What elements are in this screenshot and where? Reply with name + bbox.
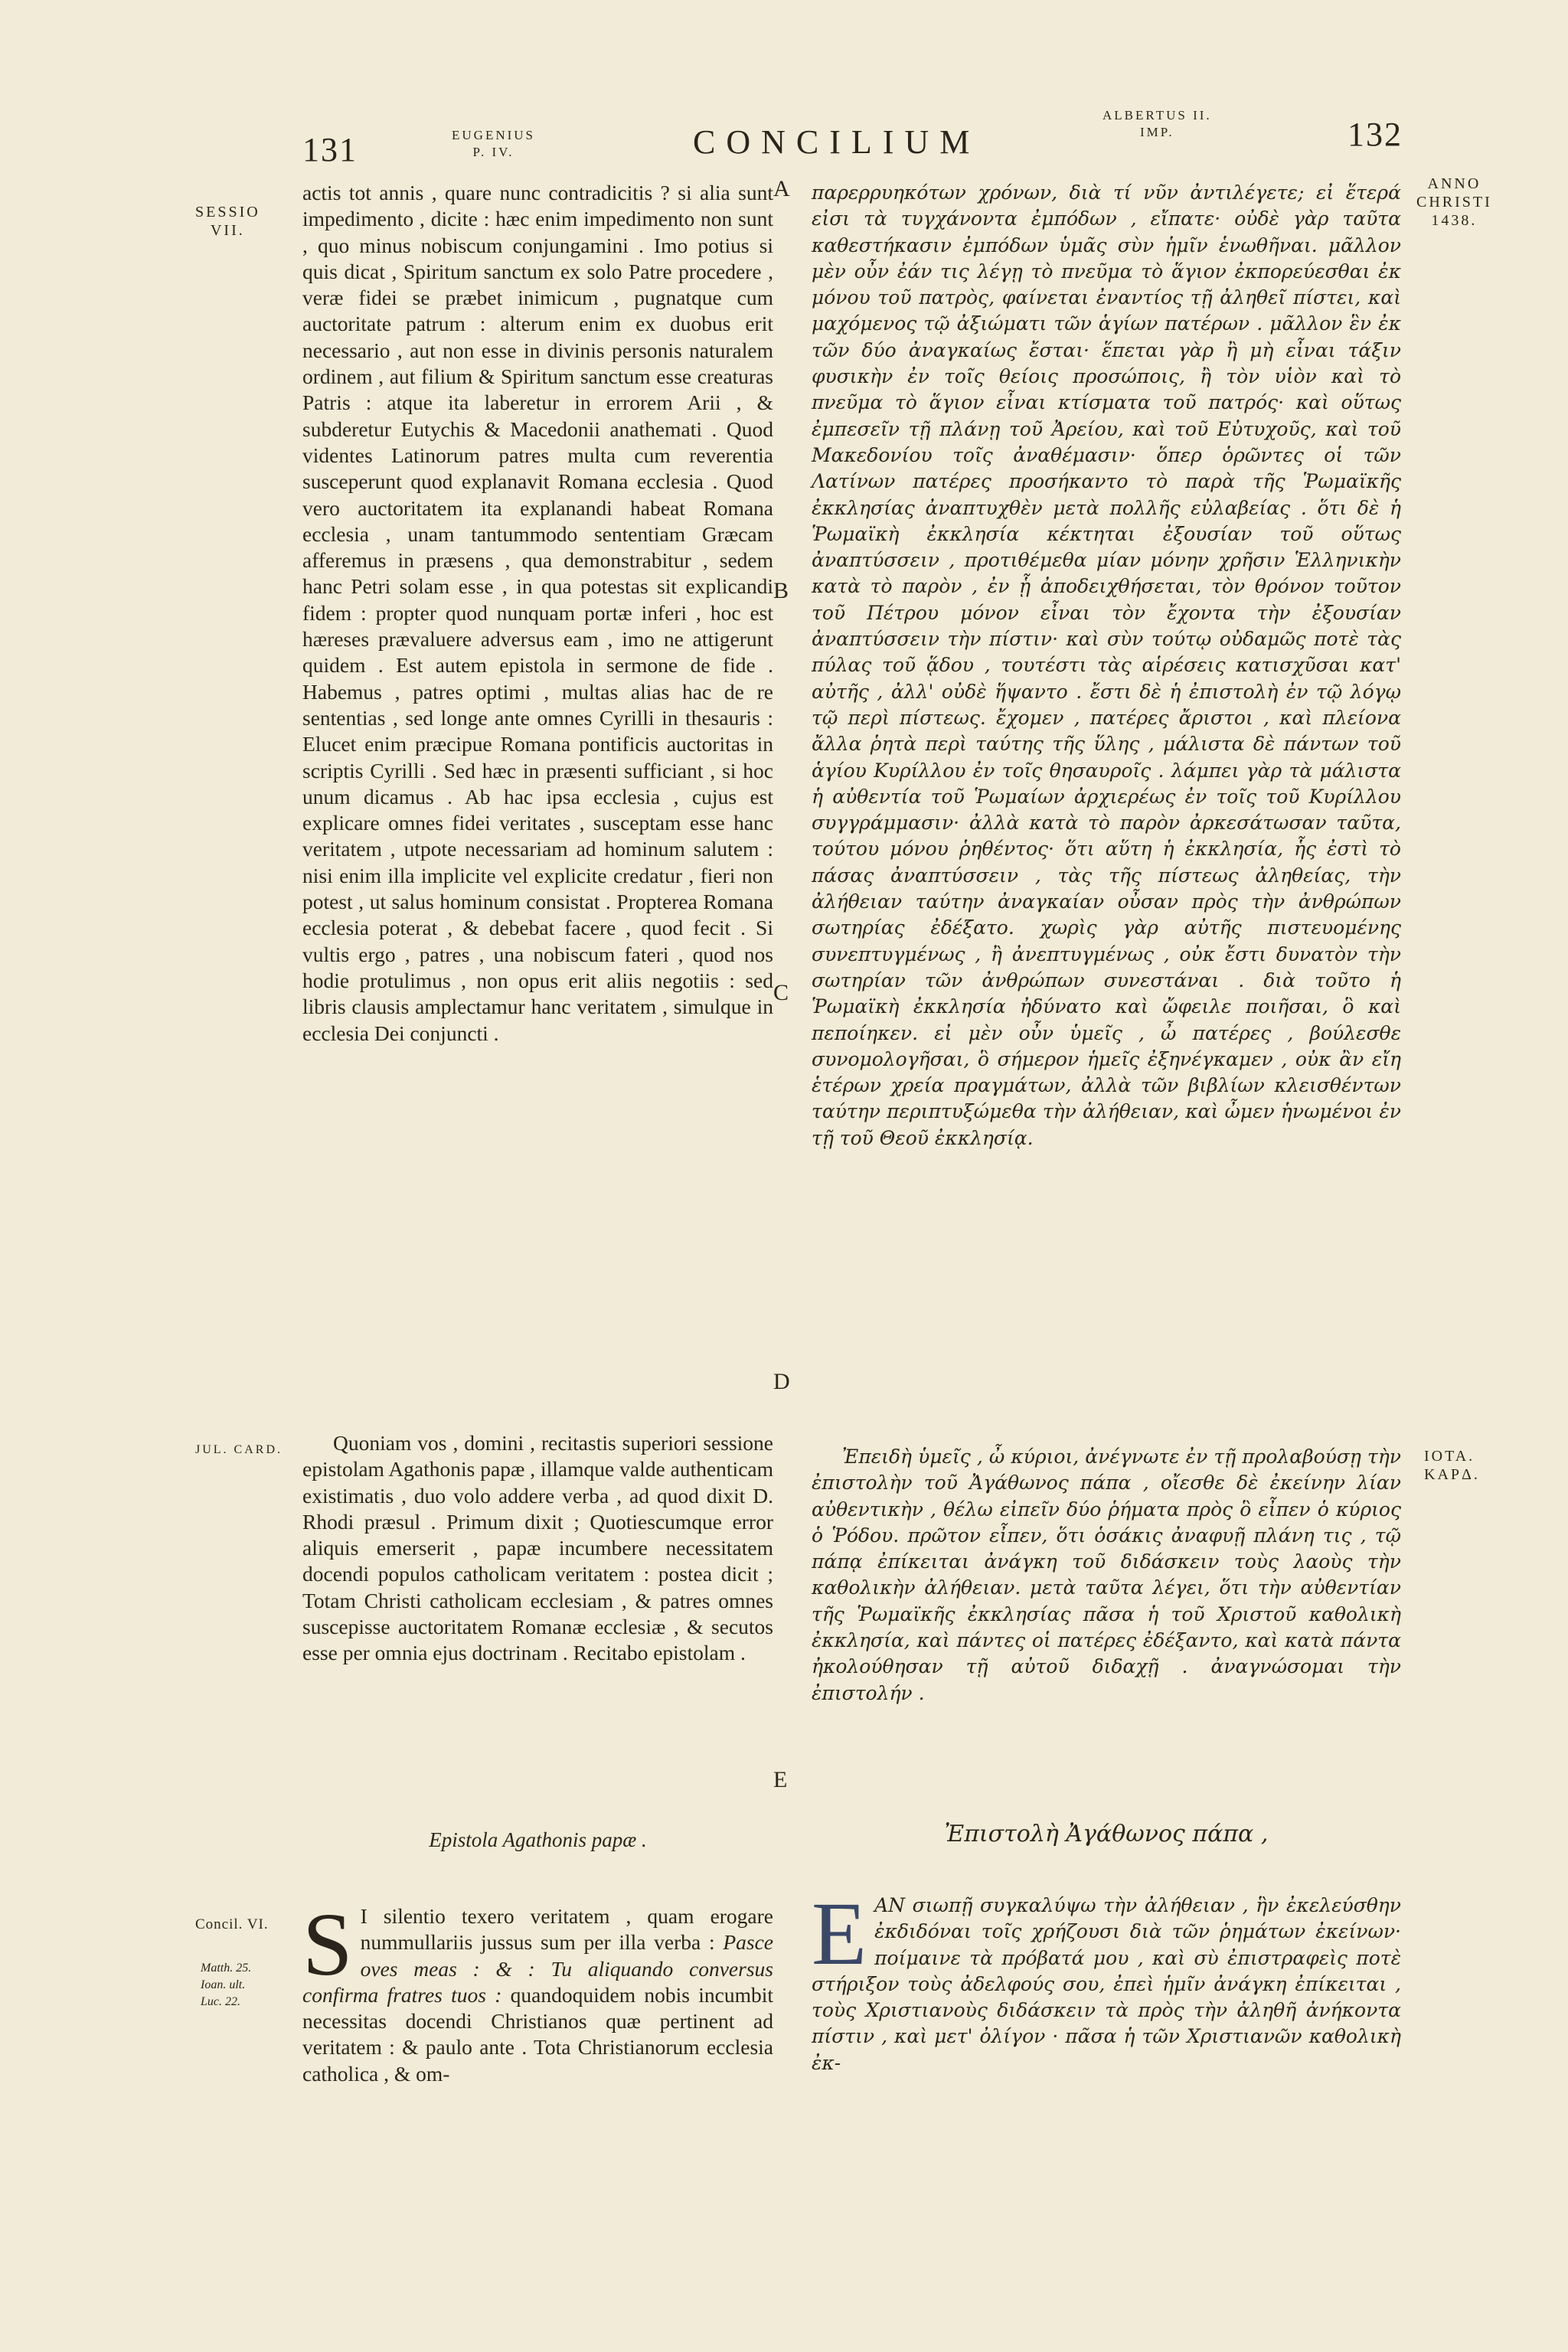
page-title: CONCILIUM — [693, 123, 981, 161]
scripture-refs — [201, 1960, 251, 2011]
year-note-line: 1438. — [1431, 212, 1478, 229]
year-note-line: CHRISTI — [1416, 194, 1492, 211]
greek-column — [812, 180, 1401, 1152]
latin-drop-cap: S — [302, 1894, 353, 1994]
latin-epistle-heading: Epistola Agathonis papæ . — [429, 1828, 647, 1851]
speaker-note-line: KAPΔ. — [1424, 1466, 1480, 1483]
latin-epistle-line: I silentio texero veritatem , quam erogare nummullariis jussus sum per illa verba : — [360, 1904, 773, 1955]
latin-paragraph: Quoniam vos , domini , recitastis superiori sessione epistolam Agathonis papæ , illamque valde authenticam existimatis , duo volo addere verba , ad quod dixit D. Rhodi præsul . Primum dixit ; Quotiescumque error aliquis emerserit , papæ incumbere necessitatem docendi populos catholicam veritatem : postea dicit ; Totam Christi catholicam ecclesiam , & patres omnes suscepisse auctoritatem Romanæ ecclesiæ , & secutos esse per omnia ejus doctrinam . Recitabo epistolam . — [302, 1431, 773, 1665]
greek-drop-cap: E — [812, 1883, 867, 1984]
greek-epistle-line: ΑΝ σιωπῇ συγκαλύψω τὴν ἀλήθειαν , ἣν ἐκελεύσθην ἐκδιδόναι τοῖς χρήζουσι διὰ τῶν ῥημάτων ἐκείνων· ποίμαινε τὰ πρόβατά μου , καὶ σὺ ἐπιστραφεὶς ποτὲ στήριξον τοὺς ἀδελφούς σου, ἐπεὶ ἡμῖν ἀνάγκη ἐπίκειται , τοὺς Χριστιανοὺς διδάσκειν τὰ πρὸς τὴν ἀληθῆ ἀνήκοντα πίστιν , καὶ μετ' ὀλίγον · πᾶσα ἡ τῶν Χριστιανῶν καθολικὴ ἐκ- — [812, 1894, 1401, 2074]
greek-column-speech — [812, 1444, 1401, 1707]
greek-epistle-heading: Ἐπιστολὴ Ἀγάθωνος πάπα , — [944, 1821, 1269, 1847]
latin-paragraph: actis tot annis , quare nunc contradicitis ? si alia sunt impedimento , dicite : hæc enim impedimento non sunt , quo minus nobiscum conjungamini . Imo potius si quis dicat , Spiritum sanctum ex solo Patre procedere , veræ fidei se præbet inimicum , pugnatque cum auctoritate patrum : alterum enim ex duobus erit necessario , aut non esse in divinis personis naturalem ordinem , aut filium & Spiritum sanctum esse creaturas Patris : atque ita laberetur in errorem Arii , & subderetur Eutychis & Macedonii anathemati . Quod videntes Latinorum patres multa cum reverentia susceperunt quod explanavit Romana ecclesia . Quod vero auctoritatem ita explanandi habeat Romana ecclesia , unam tantummodo sententiam Græcam afferemus in præsens , qua demonstrabitur , sedem hanc Petri solam esse , in qua potestas sit explicandi fidem : propter quod nunquam portæ inferi , hoc est hæreses prævaluere adversus eam , imo ne attigerunt quidem . Est autem epistola in sermone de fide . Habemus , patres optimi , multas alias hac de re sententias , sed longe ante omnes Cyrilli in thesauris : Elucet enim præcipue Romana pontificis auctoritas in scriptis Cyrilli . Sed hæc in præsenti sufficiant , si hoc unum dicamus . Ab hac ipsa ecclesia , cujus est explicare omnes fidei veritates , susceptam esse hanc veritatem , utpote necessariam ad hominum salutem : nisi enim illa implicite vel explicite credatur , fieri non potest , ut salus hominum consistat . Propterea Romana ecclesia poterat , & debebat facere , quod fecit . Si vultis ergo , patres , una nobiscum fateri , quod nos hodie protulimus , non opus erit aliis negotiis : sed libris clausis amplectamur hanc veritatem , simulque in ecclesia Dei conjuncti . — [302, 181, 773, 1045]
latin-column-speech — [302, 1430, 773, 1667]
running-head-line: EUGENIUS — [452, 128, 535, 142]
scripture-ref: Luc. 22. — [201, 1995, 240, 2008]
right-page-number: 132 — [1348, 116, 1403, 153]
section-letter-a: A — [773, 176, 790, 201]
greek-paragraph: παρερρυηκότων χρόνων, διὰ τί νῦν ἀντιλέγετε; εἰ ἕτερά εἰσι τὰ τυγχάνοντα ἐμπόδων , εἴπατε· οὐδὲ γὰρ ταῦτα καθεστήκασιν ἐμπόδων ὑμᾶς σὺν ἡμῖν ἑνωθῆναι. μᾶλλον μὲν οὖν ἐάν τις λέγῃ τὸ πνεῦμα τὸ ἅγιον ἐκπορεύεσθαι ἐκ μόνου τοῦ πατρὸς, φαίνεται ἐναντίος τῇ ἀληθεῖ πίστει, καὶ μαχόμενος τῷ ἀξιώματι τῶν ἁγίων πατέρων . μᾶλλον ἓν ἐκ τῶν δύο ἀναγκαίως ἔσται· ἕπεται γὰρ ἢ μὴ εἶναι τάξιν φυσικὴν ἐν τοῖς θείοις προσώποις, ἢ τὸν υἱὸν καὶ τὸ πνεῦμα τὸ ἅγιον εἶναι κτίσματα τοῦ πατρός· καὶ οὕτως ἐμπεσεῖν τῇ πλάνῃ τοῦ Ἀρείου, καὶ τοῦ Εὐτυχοῦς, καὶ τοῦ Μακεδονίου τοῖς ἀναθέμασιν· ὅπερ ὁρῶντες οἱ τῶν Λατίνων πατέρες προσήκαντο τὸ παρὰ τῆς Ῥωμαϊκῆς ἐκκλησίας ἀναπτυχθὲν μετὰ πολλῆς εὐλαβείας . ὅτι δὲ ἡ Ῥωμαϊκὴ ἐκκλησία κέκτηται ἐξουσίαν τοῦ οὕτως ἀναπτύσσειν , προτιθέμεθα μίαν μόνην χρῆσιν Ἑλληνικὴν κατὰ τὸ παρὸν , ἐν ᾗ ἀποδειχθήσεται, τὸν θρόνον τοῦτον τοῦ Πέτρου μόνον εἶναι τὸν ἔχοντα τὴν ἐξουσίαν ἀναπτύσσειν τὴν πίστιν· καὶ σὺν τούτῳ οὐδαμῶς ποτὲ τὰς πύλας τοῦ ᾅδου , τουτέστι τὰς αἱρέσεις κατισχῦσαι κατ' αὐτῆς , ἀλλ' οὐδὲ ἥψαντο . ἔστι δὲ ἡ ἐπιστολὴ ἐν τῷ λόγῳ τῷ περὶ πίστεως. ἔχομεν , πατέρες ἄριστοι , καὶ πλείονα ἄλλα ῥητὰ περὶ ταύτης τῆς ὕλης , μάλιστα δὲ πάντων τοῦ ἁγίου Κυρίλλου ἐν τοῖς θησαυροῖς . λάμπει γὰρ τὰ μάλιστα ἡ αὐθεντία τοῦ Ῥωμαίων ἀρχιερέως ἐν τοῖς τοῦ Κυρίλλου συγγράμμασιν· ἀλλὰ κατὰ τὸ παρὸν ἀρκεσάτωσαν ταῦτα, τούτου μόνου ῥηθέντος· ὅτι αὕτη ἡ ἐκκλησία, ἧς ἐστὶ τὸ πάσας ἀναπτύσσειν , τὰς τῆς πίστεως ἀληθείας, τὴν ἀλήθειαν ταύτην ἀναγκαίαν οὖσαν πρὸς τὴν ἀνθρώπων σωτηρίας ἐδέξατο. χωρὶς γὰρ αὐτῆς πιστευομένης συνεπτυγμένως , ἢ ἀνεπτυγμένως , οὐκ ἔστι δυνατὸν τὴν σωτηρίαν τῶν ἀνθρώπων συνεστάναι . διὰ τοῦτο ἡ Ῥωμαϊκὴ ἐκκλησία ἠδύνατο καὶ ὤφειλε ποιῆσαι, ὃ καὶ πεποίηκεν. εἰ μὲν οὖν ὑμεῖς , ὦ πατέρες , βούλεσθε συνομολογῆσαι, ὃ σήμερον ἡμεῖς ἐξηνέγκαμεν , οὐκ ἂν εἴη ἑτέρων χρεία πραγμάτων, ἀλλὰ τῶν βιβλίων κλεισθέντων ταύτην περιπτυξώμεθα τὴν ἀλήθειαν, καὶ ὦμεν ἡνωμένοι ἐν τῇ τοῦ Θεοῦ ἐκκλησίᾳ. — [812, 181, 1401, 1149]
running-head-line: ALBERTUS II. — [1102, 108, 1212, 122]
section-letter-e: E — [773, 1767, 788, 1792]
running-head-line: P. IV. — [472, 145, 514, 159]
latin-epistle-line: quandoquidem nobis incumbit necessitas docendi Christianos quæ pertinent ad veritatem : & paulo ante . Tota Christianorum ecclesia catholica , & om- — [302, 1982, 773, 2086]
speaker-note-latin: JUL. CARD. — [195, 1443, 283, 1456]
scripture-ref: Matth. 25. — [201, 1962, 252, 1975]
speaker-note-line: IOTA. — [1424, 1448, 1475, 1465]
greek-paragraph: Ἐπειδὴ ὑμεῖς , ὦ κύριοι, ἀνέγνωτε ἐν τῇ προλαβούσῃ τὴν ἐπιστολὴν τοῦ Ἀγάθωνος πάπα , οἴεσθε δὲ ἐκείνην λίαν αὐθεντικὴν , θέλω εἰπεῖν δύο ῥήματα πρὸς ὃ εἶπεν ὁ κύριος ὁ Ῥόδου. πρῶτον εἶπεν, ὅτι ὁσάκις ἀναφυῇ πλάνη τις , τῷ πάπᾳ ἐπίκειται ἀνάγκη τοῦ διδάσκειν τοὺς λαοὺς τὴν καθολικὴν ἀλήθειαν. μετὰ ταῦτα λέγει, ὅτι τὴν αὐθεντίαν τῆς Ῥωμαϊκῆς ἐκκλησίας πᾶσα ἡ τοῦ Χριστοῦ καθολικὴ ἐκκλησία, καὶ πάντες οἱ πατέρες ἐδέξαντο, καὶ κατὰ πάντα ἠκολούθησαν τῇ αὐτοῦ διδαχῇ . ἀναγνώσομαι τὴν ἐπιστολήν . — [812, 1446, 1401, 1704]
section-letter-c: C — [773, 980, 789, 1005]
scripture-ref: Ioan. ult. — [201, 1978, 246, 1991]
greek-epistle-text — [812, 1883, 1401, 2076]
session-note — [195, 203, 260, 240]
year-note-line: ANNO — [1427, 175, 1481, 192]
left-page-number: 131 — [302, 131, 358, 168]
session-note-line: VII. — [210, 222, 245, 239]
section-letter-b: B — [773, 578, 789, 603]
session-note-line: SESSIO — [195, 204, 260, 220]
scripture-quote: Pasce oves meas : & : Tu aliquando conversus confirma fratres tuos : — [302, 1930, 773, 2007]
right-running-head — [1102, 107, 1212, 141]
section-letter-d: D — [773, 1369, 790, 1394]
running-head-line: IMP. — [1140, 125, 1174, 139]
latin-epistle-text — [302, 1894, 773, 2087]
left-running-head — [452, 127, 535, 161]
speaker-note-greek — [1424, 1447, 1480, 1484]
year-note — [1416, 175, 1492, 230]
latin-column — [302, 180, 773, 1047]
council-note: Concil. VI. — [195, 1916, 269, 1932]
